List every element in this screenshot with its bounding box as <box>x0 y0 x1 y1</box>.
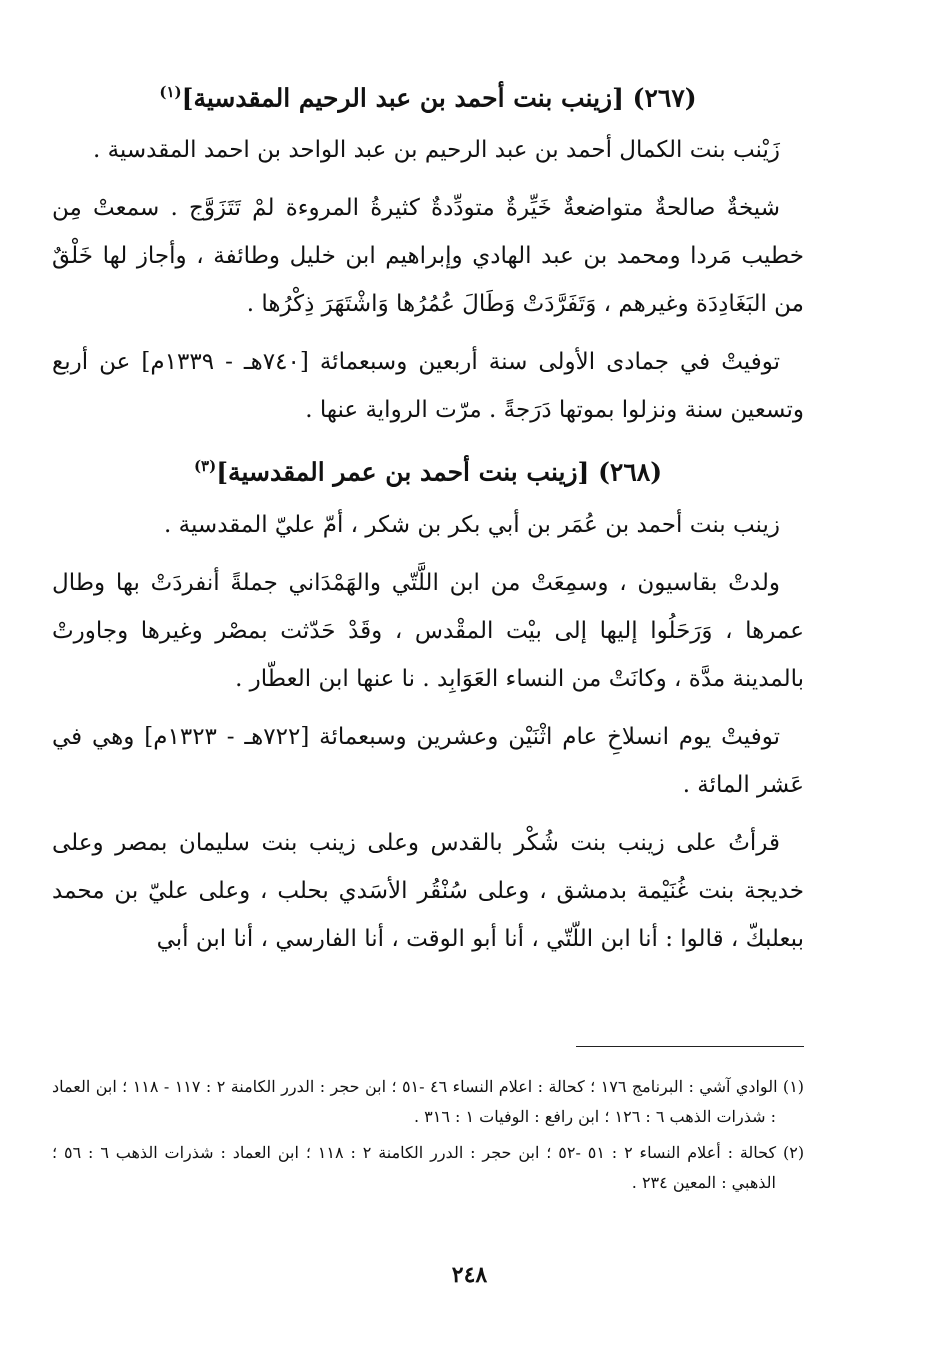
footnote-reference: (١) <box>159 83 182 101</box>
page-number: ٢٤٨ <box>451 1262 488 1288</box>
entry-267-name-line: زَيْنب بنت الكمال أحمد بن عبد الرحيم بن عبد الواحد بن احمد المقدسية . <box>92 137 780 164</box>
footnote-reference: (٣) <box>193 457 217 476</box>
entry-268-death: توفيتْ يوم انسلاخِ عام اثْنَيْن وعشرين وسبعمائة [٧٢٢هـ - ١٣٢٣م] وهي في عَشر المائة . <box>52 723 804 798</box>
entry-268-name-line: زينب بنت أحمد بن عُمَر بن أبي بكر بن شكر ، أمّ عليّ المقدسية . <box>164 511 780 538</box>
entry-heading-268 <box>52 444 804 494</box>
entry-heading-267 <box>52 70 804 120</box>
footnote-separator <box>576 1046 804 1047</box>
entry-heading-text: (٢٦٧) [زينب بنت أحمد بن عبد الرحيم المقدسية] <box>181 83 697 113</box>
footnotes <box>52 1072 804 1204</box>
entry-268-biography: ولدتْ بقاسيون ، وسمِعَتْ من ابن اللَّتّي والهَمْدَاني جملةً أنفردَتْ بها وطال عمرها ، وَرَحَلُوا إليها إلى بيْت المقْدس ، وقَدْ حَدّثت بمصْر وغيرها وجاورتْ بالمدينة مدَّة ، وكانَتْ من النساء العَوَابِد . نا عنها ابن العطّار . <box>52 569 804 692</box>
footnote-1: (١) الوادي آشي : البرنامج ١٧٦ ؛ كحالة : اعلام النساء ٤٦ -٥١ ؛ ابن حجر : الدرر الكامنة ٢ : ١١٧ - ١١٨ ؛ ابن العماد : شذرات الذهب ٦ : ١٢٦ ؛ ابن رافع : الوفيات ١ : ٣١٦ . <box>52 1077 805 1126</box>
entry-268-isnad: قرأتُ على زينب بنت شُكْر بالقدس وعلى زينب بنت سليمان بمصر وعلى خديجة بنت غُنَيْمة بدمشق ، وعلى سُنْقُر الأسَدي بحلب ، وعلى عليّ بن محمد ببعلبكّ ، قالوا : أنا ابن اللّتّي ، أنا أبو الوقت ، أنا الفارسي ، أنا ابن أبي <box>52 829 804 952</box>
entry-267-death: توفيتْ في جمادى الأولى سنة أربعين وسبعمائة [٧٤٠هـ - ١٣٣٩م] عن أربع وتسعين سنة ونزلوا بموتها دَرَجةً . مرّت الرواية عنها . <box>52 349 804 424</box>
footnote-2: (٢) كحالة : أعلام النساء ٢ : ٥١ -٥٢ ؛ ابن حجر : الدرر الكامنة ٢ : ١١٨ ؛ ابن العماد : شذرات الذهب ٦ : ٥٦ ؛ الذهبي : المعين ٢٣٤ . <box>52 1143 805 1192</box>
page-body <box>52 70 804 973</box>
entry-heading-text: (٢٦٨) [زينب بنت أحمد بن عمر المقدسية] <box>216 457 663 487</box>
entry-267-biography: شيخةٌ صالحةٌ متواضعةٌ خَيِّرةٌ متودِّدةٌ كثيرةُ المروءة لمْ تَتَزَوَّج . سمعتْ مِن خطيب مَردا ومحمد بن عبد الهادي وإبراهيم ابن خليل وطائفة ، وأجاز لها خَلْقٌ من البَغَادِدَة وغيرهم ، وَتَفَرَّدَتْ وَطَالَ عُمُرُها وَاشْتَهَرَ ذِكْرُها . <box>52 195 804 318</box>
